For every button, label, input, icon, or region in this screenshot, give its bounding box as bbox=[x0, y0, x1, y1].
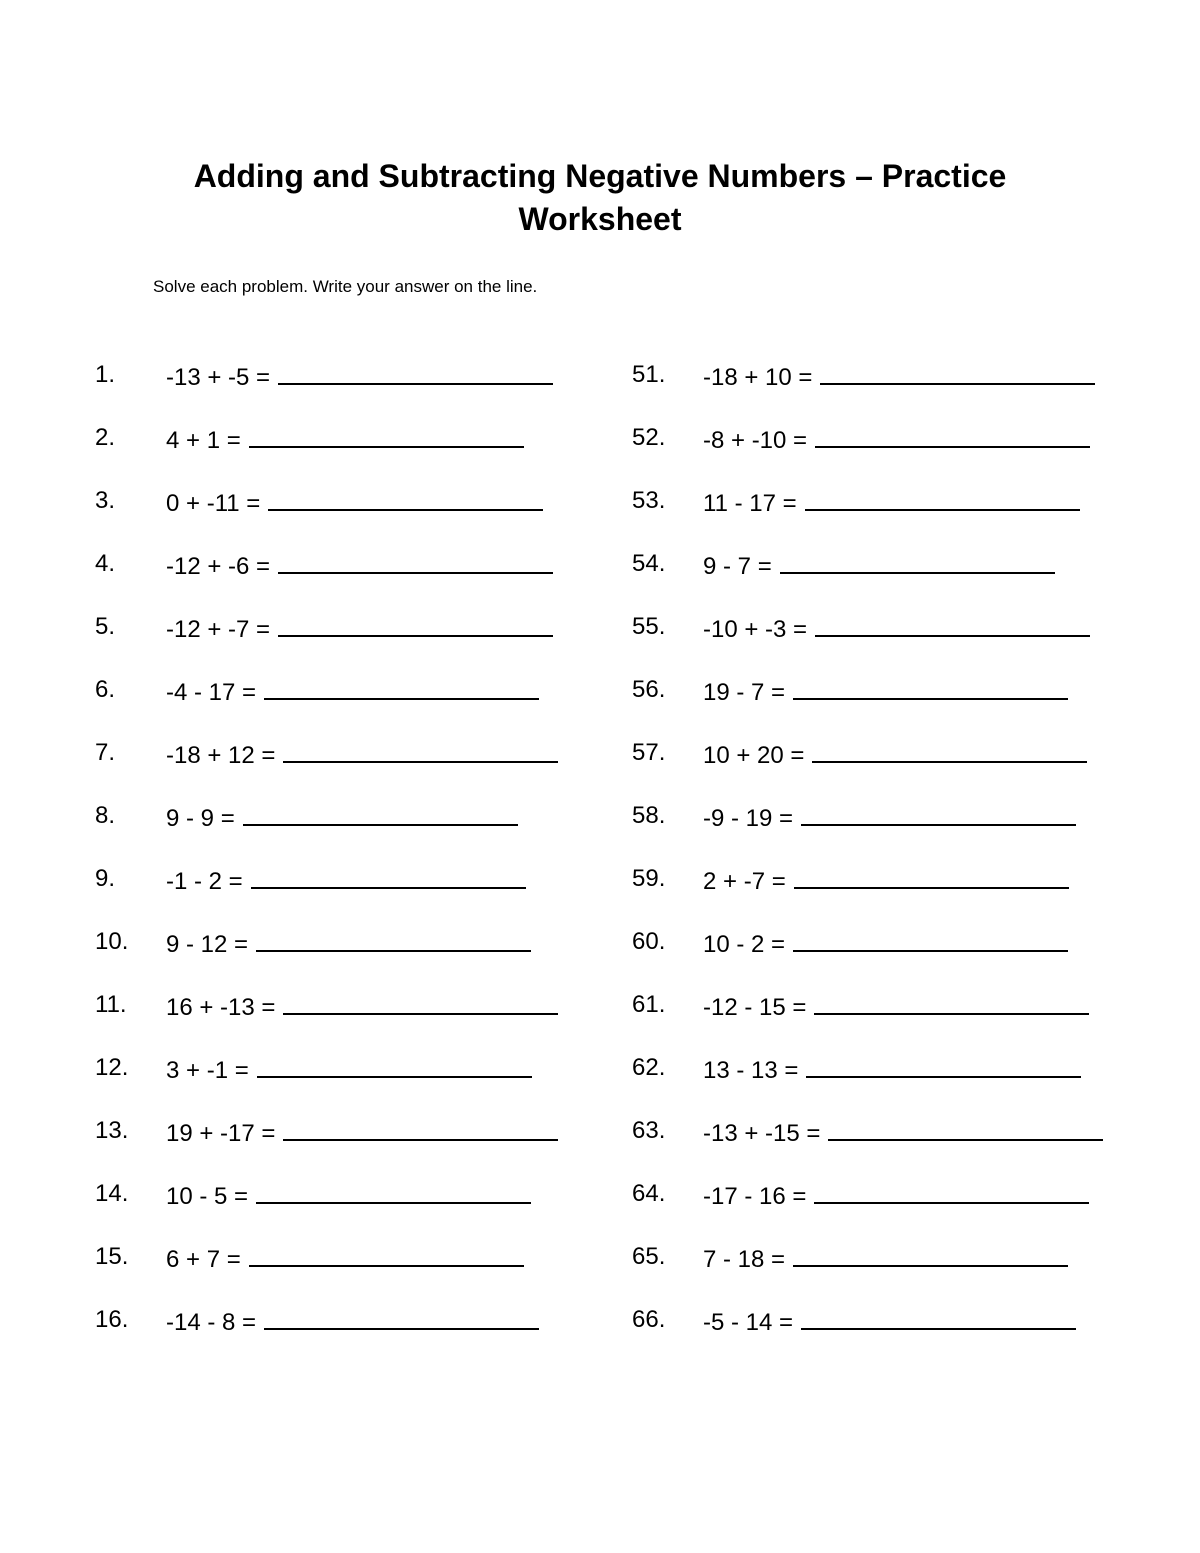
problem-expression-group bbox=[703, 422, 1090, 457]
problem-expression-group bbox=[703, 1115, 1103, 1150]
problem-expression: -4 - 17 = bbox=[166, 679, 257, 706]
answer-line[interactable] bbox=[812, 737, 1087, 763]
problem-expression-group bbox=[166, 863, 526, 898]
problem-expression: 9 - 7 = bbox=[703, 553, 772, 580]
problem-number: 13. bbox=[95, 1117, 129, 1144]
answer-line[interactable] bbox=[256, 1178, 531, 1204]
problem-expression: -1 - 2 = bbox=[166, 868, 243, 895]
problem-column-right bbox=[632, 359, 1192, 1367]
problem-expression: 10 - 5 = bbox=[166, 1183, 249, 1210]
problem-number: 57. bbox=[632, 739, 666, 766]
problem-expression: 4 + 1 = bbox=[166, 427, 241, 454]
problem-row bbox=[95, 800, 655, 863]
problem-row bbox=[95, 548, 655, 611]
problem-row bbox=[632, 1304, 1192, 1367]
problem-number: 63. bbox=[632, 1117, 666, 1144]
problem-number: 7. bbox=[95, 739, 116, 766]
problem-number: 8. bbox=[95, 802, 116, 829]
problem-expression-group bbox=[166, 1052, 532, 1087]
problem-expression-group bbox=[166, 674, 539, 709]
problem-expression-group bbox=[703, 548, 1055, 583]
answer-line[interactable] bbox=[801, 1304, 1076, 1330]
answer-line[interactable] bbox=[249, 422, 524, 448]
problem-row bbox=[632, 1178, 1192, 1241]
answer-line[interactable] bbox=[820, 359, 1095, 385]
problem-expression: 19 + -17 = bbox=[166, 1120, 276, 1147]
problem-row bbox=[632, 359, 1192, 422]
problem-number: 9. bbox=[95, 865, 116, 892]
problem-row bbox=[632, 1241, 1192, 1304]
problem-number: 4. bbox=[95, 550, 116, 577]
problem-expression: 2 + -7 = bbox=[703, 868, 786, 895]
answer-line[interactable] bbox=[256, 926, 531, 952]
problem-number: 14. bbox=[95, 1180, 129, 1207]
problem-expression-group bbox=[166, 800, 518, 835]
problem-row bbox=[95, 1052, 655, 1115]
problem-expression: -13 + -5 = bbox=[166, 364, 271, 391]
problem-number: 54. bbox=[632, 550, 666, 577]
problem-row bbox=[95, 1304, 655, 1367]
problem-row bbox=[632, 737, 1192, 800]
answer-line[interactable] bbox=[251, 863, 526, 889]
problem-expression: 10 - 2 = bbox=[703, 931, 786, 958]
problem-expression-group bbox=[703, 485, 1080, 520]
problem-expression: -5 - 14 = bbox=[703, 1309, 794, 1336]
answer-line[interactable] bbox=[814, 989, 1089, 1015]
problem-expression-group bbox=[703, 800, 1076, 835]
answer-line[interactable] bbox=[257, 1052, 532, 1078]
problem-row bbox=[95, 1178, 655, 1241]
answer-line[interactable] bbox=[278, 548, 553, 574]
problem-row bbox=[95, 737, 655, 800]
answer-line[interactable] bbox=[793, 926, 1068, 952]
problem-expression-group bbox=[166, 359, 553, 394]
problem-row bbox=[95, 989, 655, 1052]
problem-row bbox=[95, 863, 655, 926]
problem-expression-group bbox=[703, 1241, 1068, 1276]
problem-expression-group bbox=[166, 1304, 539, 1339]
problem-expression-group bbox=[166, 485, 543, 520]
problem-row bbox=[632, 674, 1192, 737]
problem-row bbox=[95, 926, 655, 989]
problem-expression-group bbox=[166, 422, 524, 457]
answer-line[interactable] bbox=[814, 1178, 1089, 1204]
answer-line[interactable] bbox=[278, 611, 553, 637]
problem-expression: 0 + -11 = bbox=[166, 490, 261, 517]
problem-row bbox=[632, 611, 1192, 674]
problem-number: 65. bbox=[632, 1243, 666, 1270]
problem-expression: 19 - 7 = bbox=[703, 679, 786, 706]
problem-expression: 9 - 9 = bbox=[166, 805, 235, 832]
problem-expression: -18 + 12 = bbox=[166, 742, 276, 769]
problem-number: 6. bbox=[95, 676, 116, 703]
instructions: Solve each problem. Write your answer on the line. bbox=[153, 277, 538, 296]
problem-number: 3. bbox=[95, 487, 116, 514]
problem-expression: -10 + -3 = bbox=[703, 616, 808, 643]
answer-line[interactable] bbox=[828, 1115, 1103, 1141]
answer-line[interactable] bbox=[815, 422, 1090, 448]
problem-expression-group bbox=[703, 737, 1087, 772]
problem-row bbox=[632, 1115, 1192, 1178]
answer-line[interactable] bbox=[283, 989, 558, 1015]
problem-expression: -8 + -10 = bbox=[703, 427, 808, 454]
problem-expression-group bbox=[703, 359, 1095, 394]
problem-expression-group bbox=[166, 1241, 524, 1276]
problem-expression: -12 - 15 = bbox=[703, 994, 807, 1021]
problem-expression-group bbox=[703, 1178, 1089, 1213]
problem-expression: 11 - 17 = bbox=[703, 490, 797, 517]
answer-line[interactable] bbox=[264, 1304, 539, 1330]
answer-line[interactable] bbox=[278, 359, 553, 385]
problem-number: 12. bbox=[95, 1054, 129, 1081]
answer-line[interactable] bbox=[793, 1241, 1068, 1267]
problem-row bbox=[95, 422, 655, 485]
problem-expression-group bbox=[703, 611, 1090, 646]
problem-row bbox=[632, 926, 1192, 989]
problem-row bbox=[95, 611, 655, 674]
problem-expression: -13 + -15 = bbox=[703, 1120, 821, 1147]
problem-expression: 6 + 7 = bbox=[166, 1246, 241, 1273]
answer-line[interactable] bbox=[794, 863, 1069, 889]
problem-number: 55. bbox=[632, 613, 666, 640]
problem-expression-group bbox=[703, 926, 1068, 961]
problem-number: 53. bbox=[632, 487, 666, 514]
problem-row bbox=[95, 359, 655, 422]
answer-line[interactable] bbox=[264, 674, 539, 700]
problem-expression: 16 + -13 = bbox=[166, 994, 276, 1021]
problem-number: 61. bbox=[632, 991, 666, 1018]
problem-number: 1. bbox=[95, 361, 116, 388]
problem-expression-group bbox=[166, 611, 553, 646]
problem-expression: 13 - 13 = bbox=[703, 1057, 799, 1084]
problem-number: 52. bbox=[632, 424, 666, 451]
problem-number: 11. bbox=[95, 991, 127, 1018]
problem-row bbox=[632, 485, 1192, 548]
problem-expression: 10 + 20 = bbox=[703, 742, 805, 769]
problem-number: 51. bbox=[632, 361, 666, 388]
problem-row bbox=[632, 1052, 1192, 1115]
problem-row bbox=[632, 422, 1192, 485]
problem-expression: 7 - 18 = bbox=[703, 1246, 786, 1273]
answer-line[interactable] bbox=[780, 548, 1055, 574]
problem-expression: -12 + -6 = bbox=[166, 553, 271, 580]
problem-expression: 3 + -1 = bbox=[166, 1057, 249, 1084]
problem-number: 59. bbox=[632, 865, 666, 892]
problem-number: 66. bbox=[632, 1306, 666, 1333]
problem-number: 60. bbox=[632, 928, 666, 955]
answer-line[interactable] bbox=[806, 1052, 1081, 1078]
answer-line[interactable] bbox=[283, 1115, 558, 1141]
answer-line[interactable] bbox=[268, 485, 543, 511]
problem-expression-group bbox=[166, 548, 553, 583]
problem-number: 5. bbox=[95, 613, 116, 640]
problem-expression: -17 - 16 = bbox=[703, 1183, 807, 1210]
worksheet-title: Adding and Subtracting Negative Numbers – Practice Worksheet bbox=[193, 158, 1007, 237]
problem-expression-group bbox=[166, 926, 531, 961]
problem-number: 10. bbox=[95, 928, 129, 955]
problem-row bbox=[95, 1241, 655, 1304]
answer-line[interactable] bbox=[793, 674, 1068, 700]
problem-expression-group bbox=[703, 1052, 1081, 1087]
problem-expression: -18 + 10 = bbox=[703, 364, 813, 391]
problem-row bbox=[632, 548, 1192, 611]
problem-expression: 9 - 12 = bbox=[166, 931, 249, 958]
problem-number: 16. bbox=[95, 1306, 129, 1333]
problem-expression: -9 - 19 = bbox=[703, 805, 794, 832]
problem-row bbox=[95, 674, 655, 737]
problem-expression-group bbox=[166, 1115, 558, 1150]
problem-expression-group bbox=[166, 989, 558, 1024]
problem-expression-group bbox=[166, 1178, 531, 1213]
problem-expression-group bbox=[166, 737, 558, 772]
answer-line[interactable] bbox=[243, 800, 518, 826]
problem-expression-group bbox=[703, 863, 1069, 898]
problem-expression-group bbox=[703, 1304, 1076, 1339]
answer-line[interactable] bbox=[815, 611, 1090, 637]
answer-line[interactable] bbox=[283, 737, 558, 763]
problem-row bbox=[632, 989, 1192, 1052]
problem-number: 15. bbox=[95, 1243, 129, 1270]
problem-number: 56. bbox=[632, 676, 666, 703]
problem-row bbox=[632, 800, 1192, 863]
problem-expression-group bbox=[703, 989, 1089, 1024]
answer-line[interactable] bbox=[801, 800, 1076, 826]
problem-row bbox=[95, 485, 655, 548]
problem-expression: -14 - 8 = bbox=[166, 1309, 257, 1336]
problem-column-left bbox=[95, 359, 655, 1367]
problem-row bbox=[632, 863, 1192, 926]
problem-number: 2. bbox=[95, 424, 116, 451]
problem-number: 64. bbox=[632, 1180, 666, 1207]
problem-expression: -12 + -7 = bbox=[166, 616, 271, 643]
problem-row bbox=[95, 1115, 655, 1178]
problem-expression-group bbox=[703, 674, 1068, 709]
problem-number: 62. bbox=[632, 1054, 666, 1081]
answer-line[interactable] bbox=[805, 485, 1080, 511]
answer-line[interactable] bbox=[249, 1241, 524, 1267]
problem-number: 58. bbox=[632, 802, 666, 829]
